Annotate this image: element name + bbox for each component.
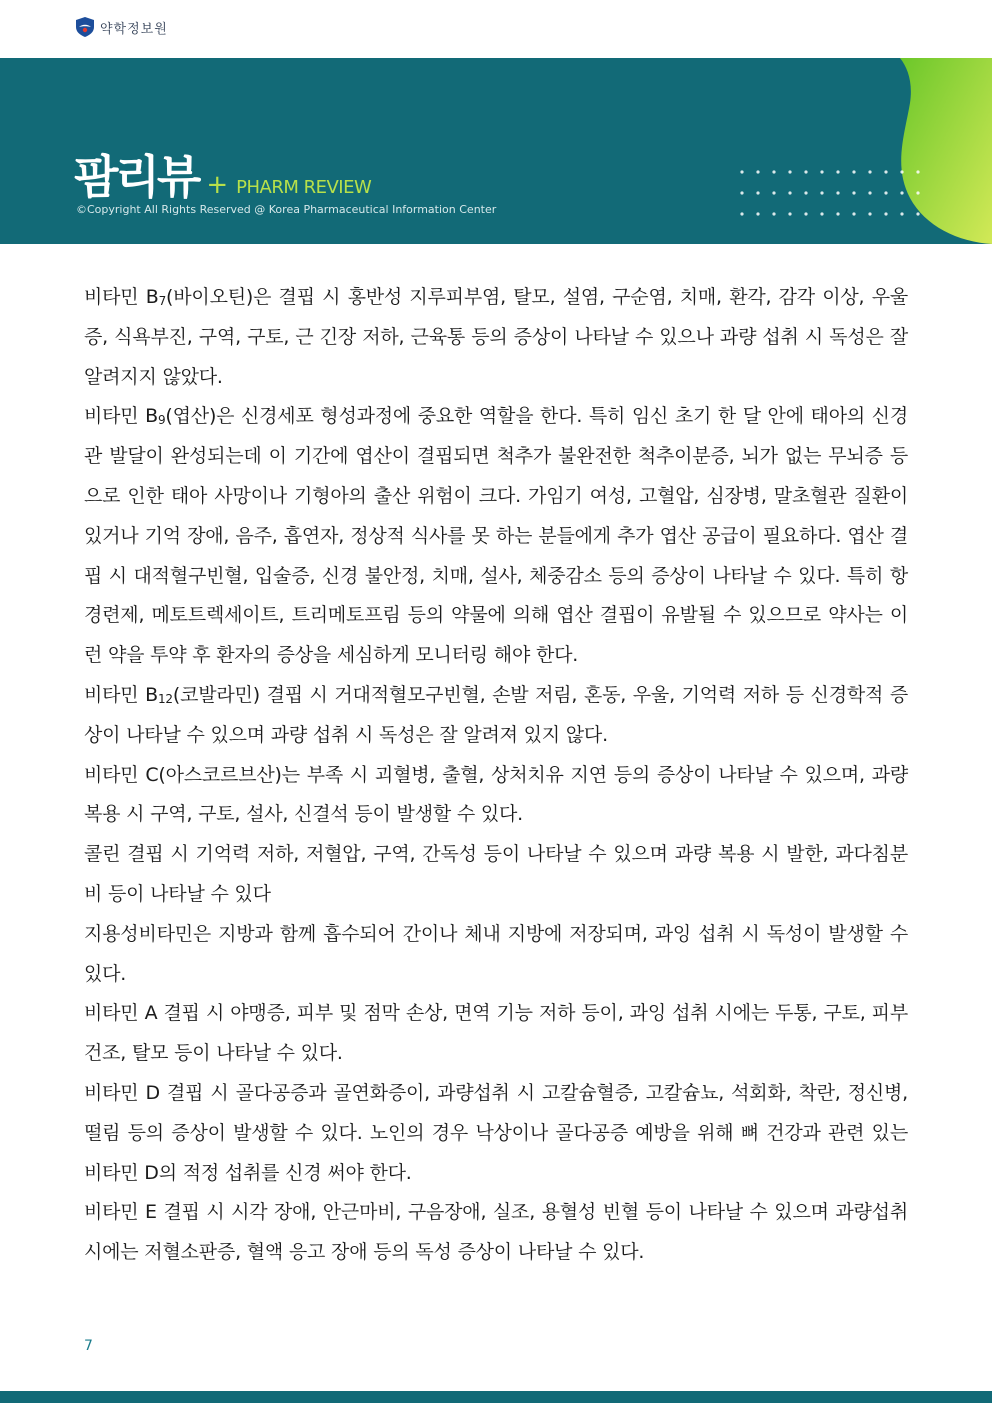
title-english: PHARM REVIEW [236, 177, 372, 198]
paragraph-choline: 콜린 결핍 시 기억력 저하, 저혈압, 구역, 간독성 등이 나타날 수 있으며 과량 복용 시 발한, 과다침분비 등이 나타날 수 있다 [84, 843, 908, 905]
header-banner [0, 58, 992, 244]
paragraph-vitamin-b9: 비타민 $B_9$(엽산)은 신경세포 형성과정에 중요한 역할을 한다. 특히 임신 초기 한 달 안에 태아의 신경관 발달이 완성되는데 이 기간에 엽산이 결핍되면 척추가 불완전한 척추이분증, 뇌가 없는 무뇌증 등으로 인한 태아 사망이나 기형아의 출산 위험이 크다. 가임기 여성, 고혈압, 심장병, 말초혈관 질환이 있거나 기억 장애, 음주, 흡연자, 정상적 식사를 못 하는 분들에게 추가 엽산 공급이 필요하다. 엽산 결핍 시 대적혈구빈혈, 입술증, 신경 불안정, 치매, 설사, 체중감소 등의 증상이 나타날 수 있다. 특히 항경련제, 메토트렉세이트, 트리메토프림 등의 약물에 의해 엽산 결핍이 유발될 수 있으므로 약사는 이런 약을 투약 후 환자의 증상을 세심하게 모니터링 해야 한다. [84, 405, 908, 667]
article-body [84, 278, 908, 1273]
paragraph-fat-soluble: 지용성비타민은 지방과 함께 흡수되어 간이나 체내 지방에 저장되며, 과잉 섭취 시 독성이 발생할 수 있다. [84, 922, 908, 985]
publication-title [74, 141, 371, 207]
top-bar [0, 0, 992, 58]
paragraph-vitamin-c: 비타민 C(아스코르브산)는 부족 시 괴혈병, 출혈, 상처치유 지연 등의 증상이 나타날 수 있으며, 과량 복용 시 구역, 구토, 설사, 신결석 등이 발생할 수 있다. [84, 763, 908, 826]
footer-bar [0, 1391, 992, 1403]
org-logo[interactable] [76, 17, 168, 37]
paragraph-vitamin-e: 비타민 E 결핍 시 시각 장애, 안근마비, 구음장애, 실조, 용혈성 빈혈 등이 나타날 수 있으며 과량섭취 시에는 저혈소판증, 혈액 응고 장애 등의 독성 증상이 나타날 수 있다. [84, 1201, 908, 1264]
paragraph-vitamin-b12: 비타민 $B_{12}$(코발라민) 결핍 시 거대적혈모구빈혈, 손발 저림, 혼동, 우울, 기억력 저하 등 신경학적 증상이 나타날 수 있으며 과량 섭취 시 독성은 잘 알려져 있지 않다. [84, 683, 908, 746]
copyright-notice: ©Copyright All Rights Reserved @ Korea Pharmaceutical Information Center [76, 203, 497, 216]
org-name: 약학정보원 [100, 21, 168, 37]
kpic-shield-logo-icon [76, 17, 94, 37]
title-plus: + [206, 170, 229, 200]
paragraph-vitamin-a: 비타민 A 결핍 시 야맹증, 피부 및 점막 손상, 면역 기능 저하 등이, 과잉 섭취 시에는 두통, 구토, 피부 건조, 탈모 등이 나타날 수 있다. [84, 1002, 908, 1065]
title-korean: 팜리뷰 [74, 150, 199, 204]
paragraph-vitamin-b7: 비타민 $B_7$(바이오틴)은 결핍 시 홍반성 지루피부염, 탈모, 설염, 구순염, 치매, 환각, 감각 이상, 우울증, 식욕부진, 구역, 구토, 근 긴장 저하, 근육통 등의 증상이 나타날 수 있으나 과량 섭취 시 독성은 잘 알려지지 않았다. [84, 286, 909, 388]
paragraph-vitamin-d: 비타민 D 결핍 시 골다공증과 골연화증이, 과량섭취 시 고칼슘혈증, 고칼슘뇨, 석회화, 착란, 정신병, 떨림 등의 증상이 발생할 수 있다. 노인의 경우 낙상이나 골다공증 예방을 위해 뼈 건강과 관련 있는 비타민 D의 적정 섭취를 신경 써야 한다. [84, 1081, 908, 1184]
page-number: 7 [84, 1338, 93, 1354]
